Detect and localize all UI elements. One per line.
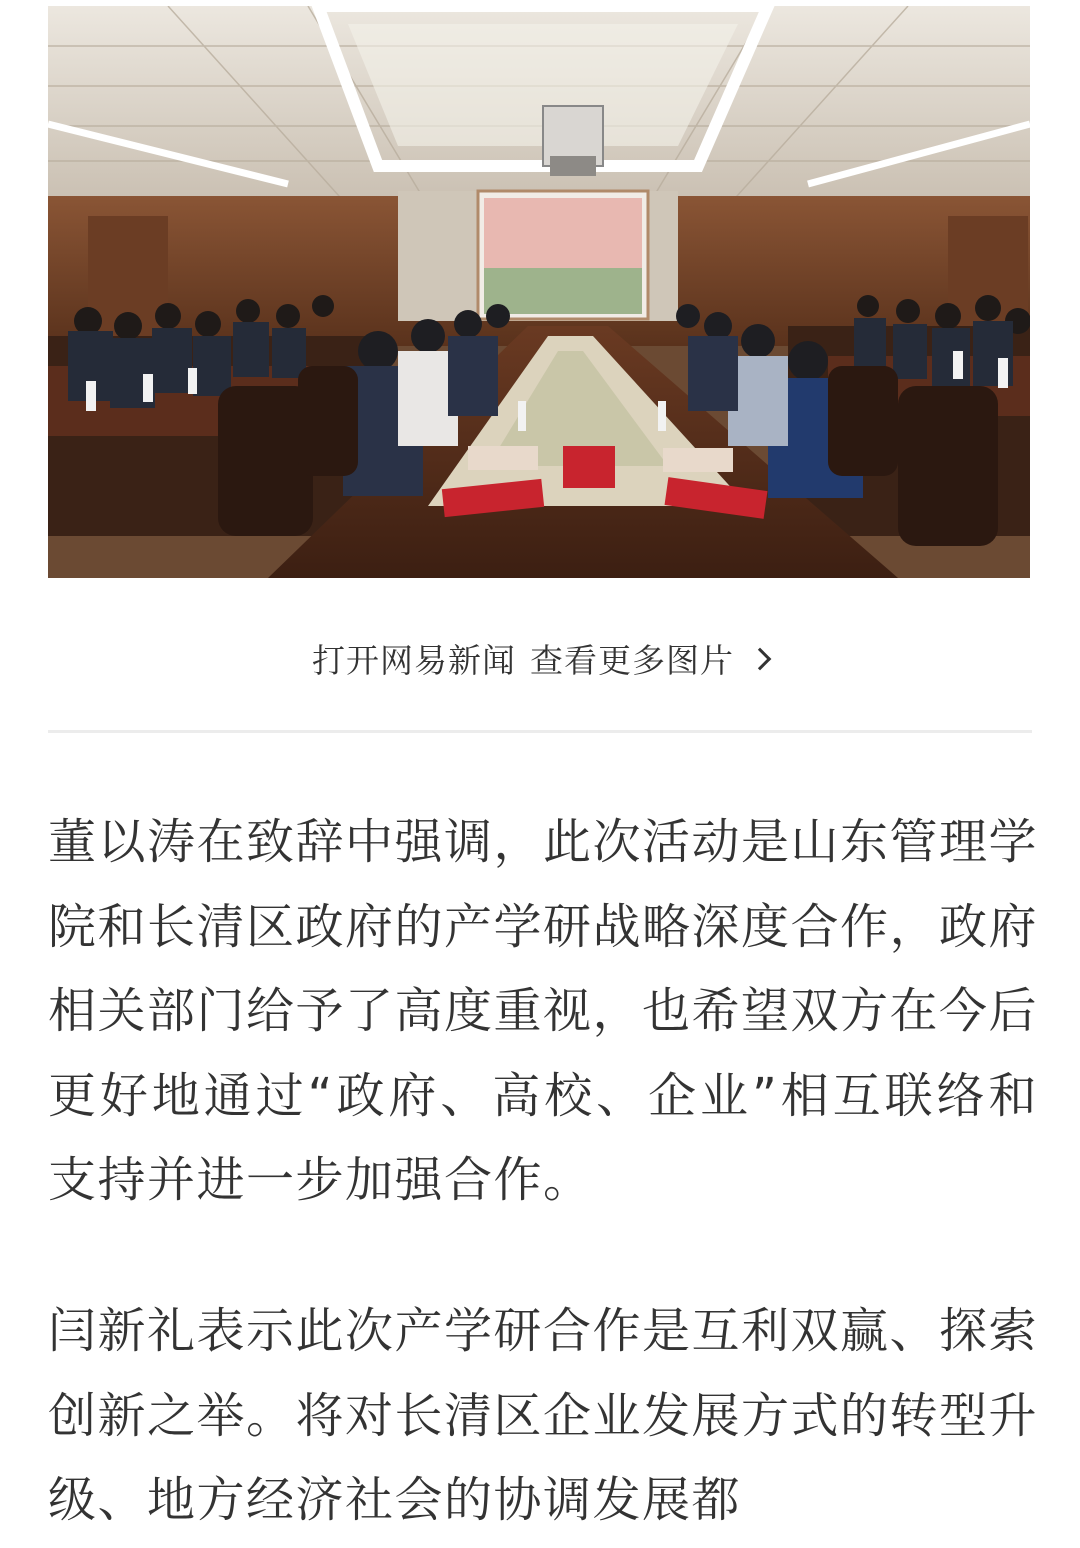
- section-divider: [48, 730, 1032, 733]
- more-link-suffix: 查看更多图片: [530, 640, 734, 680]
- more-link-prefix: 打开网易新闻: [312, 640, 516, 680]
- article-photo[interactable]: [48, 6, 1030, 578]
- chevron-right-icon: [749, 648, 772, 671]
- article-paragraph-1: 董以涛在致辞中强调，此次活动是山东管理学院和长清区政府的产学研战略深度合作，政府相关部门给予了高度重视，也希望双方在今后更好地通过“政府、高校、企业”相互联络和支持并进一步加强合作。: [48, 814, 1039, 1208]
- meeting-room-image: [48, 6, 1030, 578]
- open-app-more-photos-link[interactable]: [0, 628, 1080, 688]
- article-paragraph-2: 闫新礼表示此次产学研合作是互利双赢、探索创新之举。将对长清区企业发展方式的转型升级、地方经济社会的协调发展都: [48, 1303, 1039, 1528]
